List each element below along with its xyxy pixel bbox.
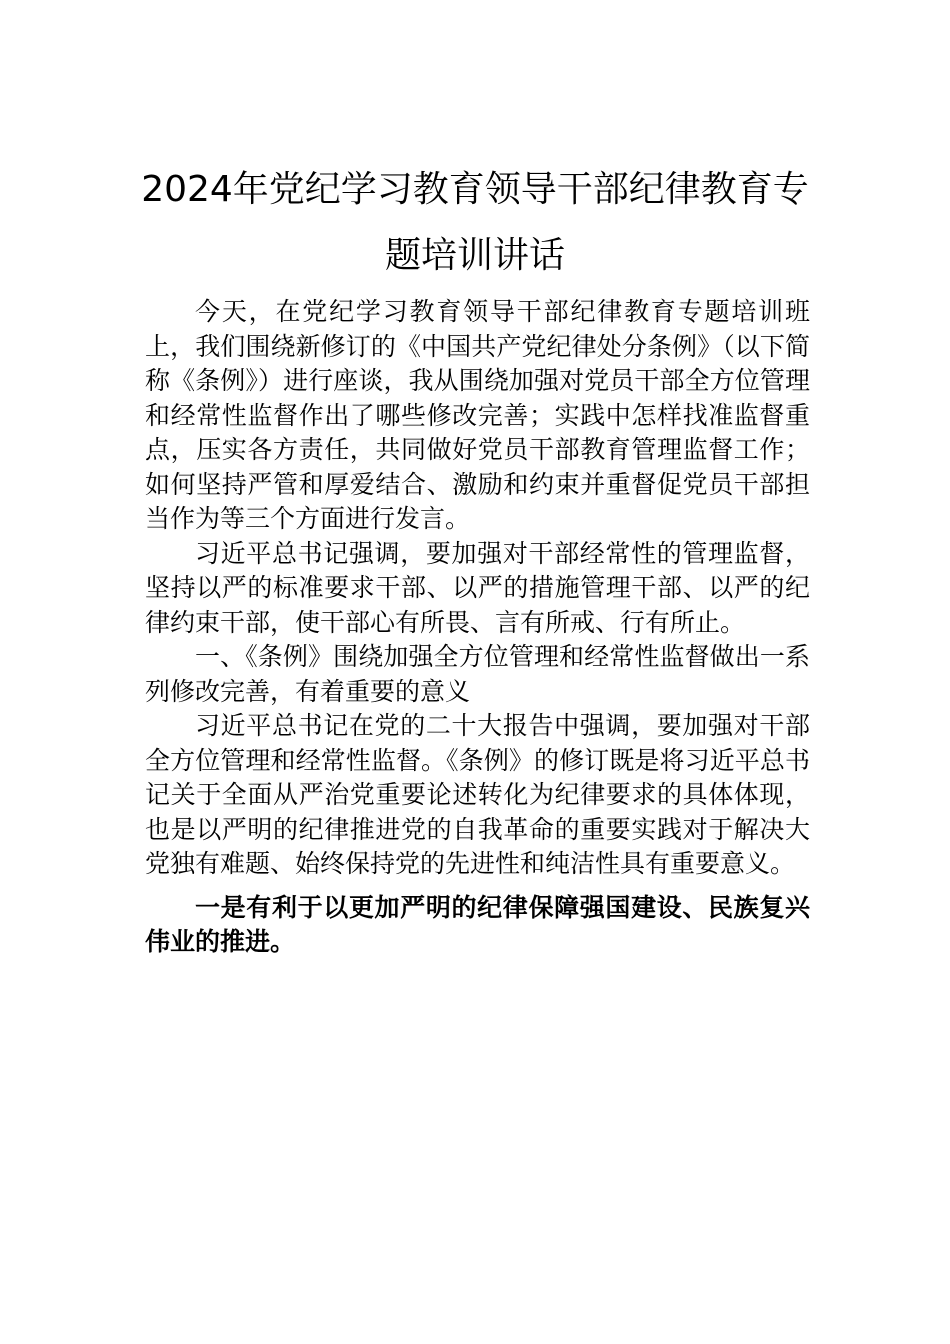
document-body xyxy=(145,295,810,960)
paragraph-intro: 今天，在党纪学习教育领导干部纪律教育专题培训班上，我们围绕新修订的《中国共产党纪律处分条例》（以下简称《条例》）进行座谈，我从围绕加强对党员干部全方位管理和经常性监督作出了哪些修改完善；实践中怎样找准监督重点，压实各方责任，共同做好党员干部教育管理监督工作；如何坚持严管和厚爱结合、激励和约束并重督促党员干部担当作为等三个方面进行发言。 xyxy=(145,297,810,533)
paragraph-point-one: 一是有利于以更加严明的纪律保障强国建设、民族复兴伟业的推进。 xyxy=(145,892,810,956)
document-title-line1: 2024年党纪学习教育领导干部纪律教育专 xyxy=(141,169,809,210)
paragraph-section-one: 习近平总书记在党的二十大报告中强调，要加强对干部全方位管理和经常性监督。《条例》的修订既是将习近平总书记关于全面从严治党重要论述转化为纪律要求的具体体现，也是以严明的纪律推进党的自我革命的重要实践对于解决大党独有难题、始终保持党的先进性和纯洁性具有重要意义。 xyxy=(145,711,810,878)
section-heading-one: 一、《条例》围绕加强全方位管理和经常性监督做出一系列修改完善，有着重要的意义 xyxy=(145,642,810,706)
paragraph-quote: 习近平总书记强调，要加强对干部经常性的管理监督，坚持以严的标准要求干部、以严的措施管理干部、以严的纪律约束干部，使干部心有所畏、言有所戒、行有所止。 xyxy=(145,538,810,637)
document-title-line2: 题培训讲话 xyxy=(384,235,565,276)
